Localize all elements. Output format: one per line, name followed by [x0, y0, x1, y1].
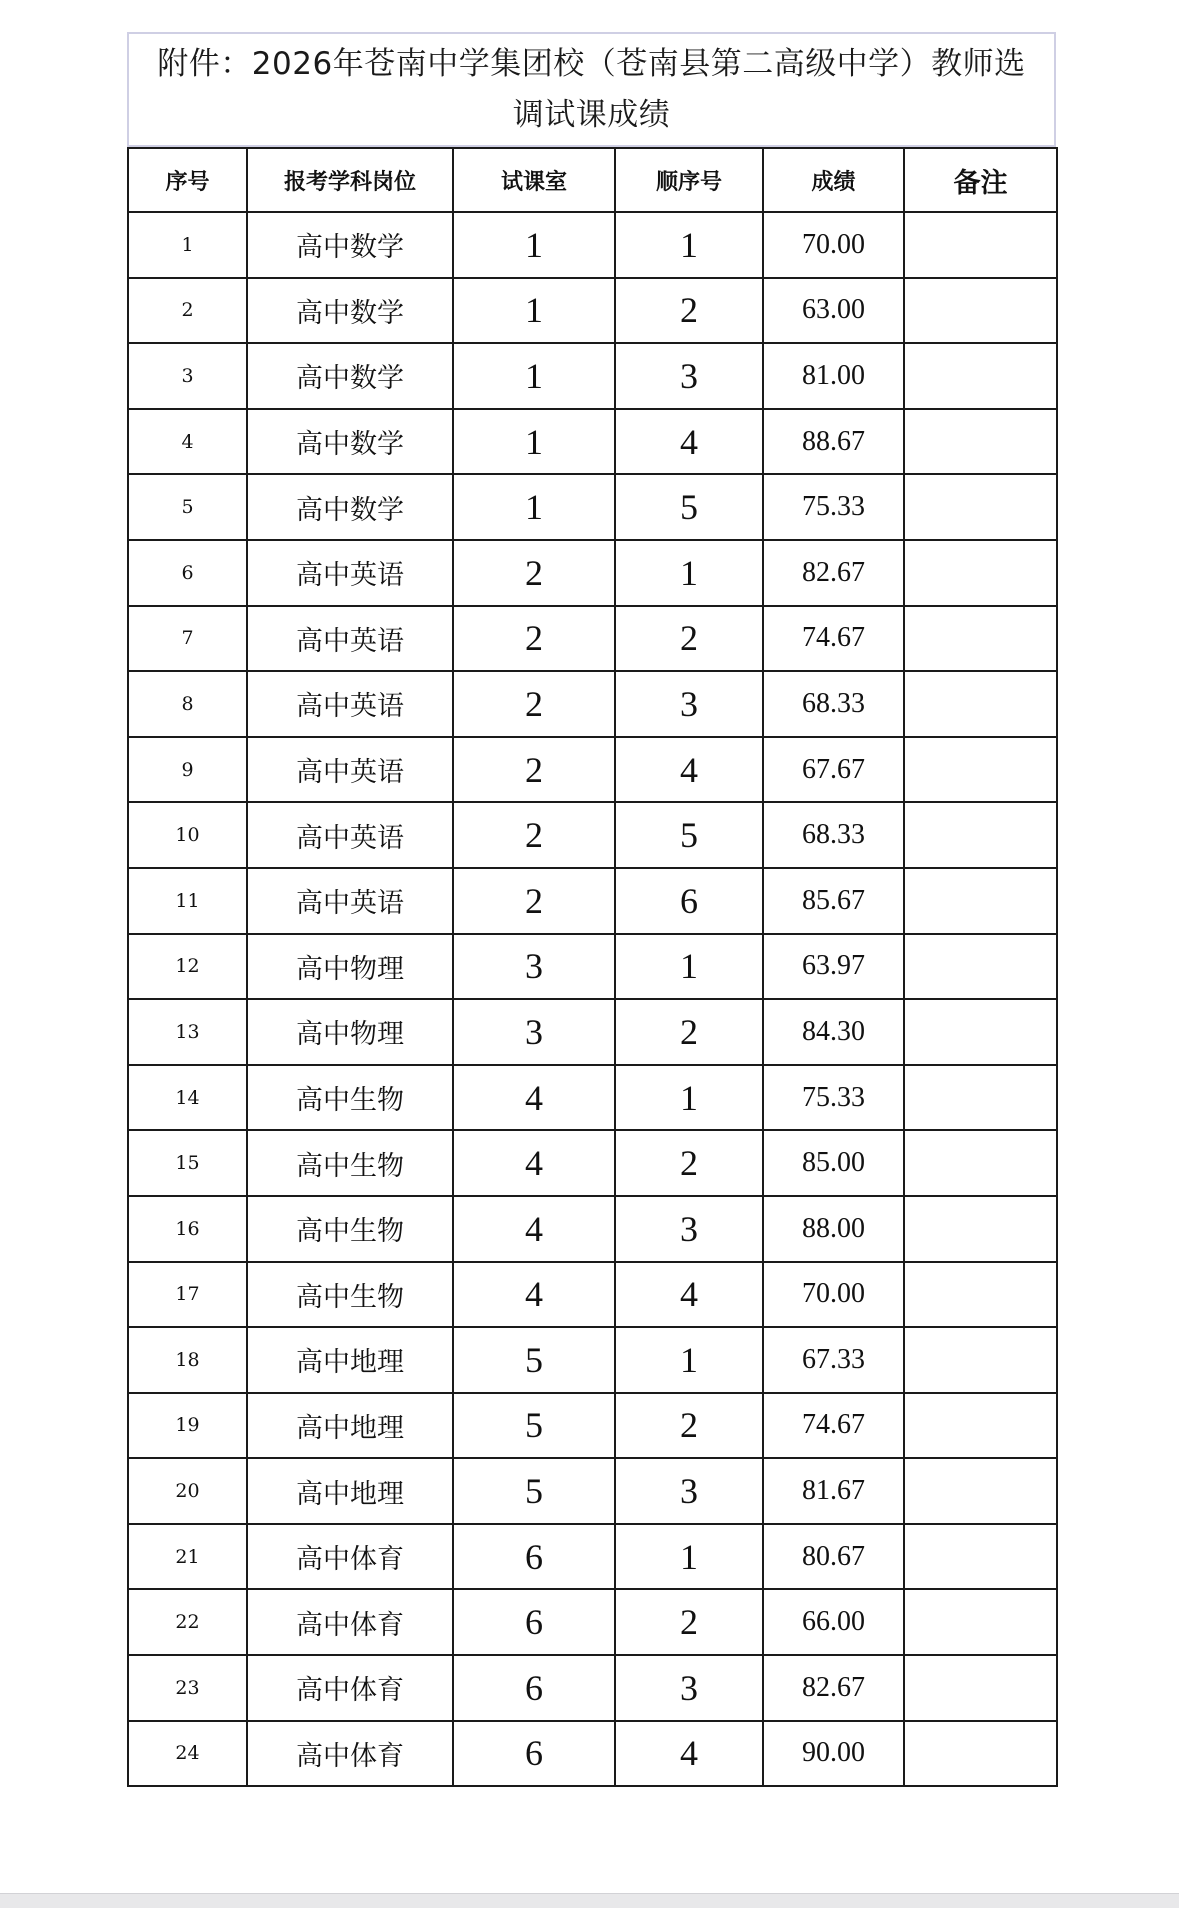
- cell-seq: 2: [128, 278, 247, 344]
- cell-remark: [904, 1721, 1057, 1787]
- cell-room: 1: [453, 409, 615, 475]
- cell-score: 88.00: [763, 1196, 904, 1262]
- cell-seq: 7: [128, 606, 247, 672]
- cell-subject: 高中物理: [247, 934, 453, 1000]
- cell-score: 90.00: [763, 1721, 904, 1787]
- cell-score: 67.33: [763, 1327, 904, 1393]
- cell-seq: 11: [128, 868, 247, 934]
- cell-remark: [904, 671, 1057, 737]
- cell-seq: 3: [128, 343, 247, 409]
- table-row: [128, 1327, 1057, 1393]
- cell-room: 2: [453, 671, 615, 737]
- table-row: [128, 343, 1057, 409]
- cell-seq: 1: [128, 212, 247, 278]
- cell-subject: 高中英语: [247, 737, 453, 803]
- cell-order: 1: [615, 1065, 763, 1131]
- title-line-2: 调试课成绩: [512, 96, 671, 133]
- cell-room: 6: [453, 1655, 615, 1721]
- cell-order: 6: [615, 868, 763, 934]
- table-row: [128, 737, 1057, 803]
- header-seq: 序号: [128, 148, 247, 212]
- table-row: [128, 868, 1057, 934]
- cell-remark: [904, 343, 1057, 409]
- cell-subject: 高中地理: [247, 1393, 453, 1459]
- cell-remark: [904, 1130, 1057, 1196]
- cell-subject: 高中数学: [247, 278, 453, 344]
- cell-score: 88.67: [763, 409, 904, 475]
- cell-remark: [904, 606, 1057, 672]
- cell-order: 2: [615, 1589, 763, 1655]
- cell-score: 67.67: [763, 737, 904, 803]
- cell-order: 3: [615, 1655, 763, 1721]
- cell-seq: 16: [128, 1196, 247, 1262]
- cell-remark: [904, 1262, 1057, 1328]
- cell-score: 82.67: [763, 1655, 904, 1721]
- cell-subject: 高中数学: [247, 343, 453, 409]
- cell-seq: 13: [128, 999, 247, 1065]
- table-body: [128, 212, 1057, 1786]
- header-room: 试课室: [453, 148, 615, 212]
- cell-remark: [904, 934, 1057, 1000]
- cell-score: 74.67: [763, 1393, 904, 1459]
- cell-remark: [904, 1655, 1057, 1721]
- cell-subject: 高中地理: [247, 1327, 453, 1393]
- cell-score: 75.33: [763, 1065, 904, 1131]
- cell-order: 4: [615, 1721, 763, 1787]
- cell-seq: 8: [128, 671, 247, 737]
- cell-room: 2: [453, 868, 615, 934]
- cell-subject: 高中体育: [247, 1655, 453, 1721]
- cell-remark: [904, 737, 1057, 803]
- cell-room: 4: [453, 1065, 615, 1131]
- cell-remark: [904, 999, 1057, 1065]
- cell-seq: 14: [128, 1065, 247, 1131]
- cell-room: 6: [453, 1589, 615, 1655]
- cell-remark: [904, 1196, 1057, 1262]
- header-subject: 报考学科岗位: [247, 148, 453, 212]
- cell-score: 63.97: [763, 934, 904, 1000]
- cell-subject: 高中体育: [247, 1524, 453, 1590]
- document-title: [127, 32, 1056, 147]
- cell-score: 63.00: [763, 278, 904, 344]
- table-row: [128, 1065, 1057, 1131]
- cell-room: 1: [453, 212, 615, 278]
- cell-room: 2: [453, 737, 615, 803]
- cell-seq: 22: [128, 1589, 247, 1655]
- cell-subject: 高中数学: [247, 212, 453, 278]
- title-line-1: 附件：2026年苍南中学集团校（苍南县第二高级中学）教师选: [157, 45, 1026, 82]
- table-row: [128, 1393, 1057, 1459]
- cell-order: 4: [615, 737, 763, 803]
- table-row: [128, 474, 1057, 540]
- cell-room: 1: [453, 278, 615, 344]
- cell-order: 3: [615, 1196, 763, 1262]
- cell-score: 85.67: [763, 868, 904, 934]
- cell-seq: 5: [128, 474, 247, 540]
- cell-score: 70.00: [763, 212, 904, 278]
- cell-order: 1: [615, 1524, 763, 1590]
- table-row: [128, 1262, 1057, 1328]
- cell-subject: 高中英语: [247, 802, 453, 868]
- document-sheet: [127, 32, 1056, 1787]
- cell-room: 4: [453, 1262, 615, 1328]
- cell-seq: 23: [128, 1655, 247, 1721]
- table-row: [128, 1589, 1057, 1655]
- bottom-scroll-strip: [0, 1893, 1179, 1908]
- cell-remark: [904, 1458, 1057, 1524]
- table-row: [128, 802, 1057, 868]
- header-order: 顺序号: [615, 148, 763, 212]
- cell-remark: [904, 1393, 1057, 1459]
- cell-seq: 6: [128, 540, 247, 606]
- cell-seq: 9: [128, 737, 247, 803]
- cell-score: 81.00: [763, 343, 904, 409]
- cell-order: 5: [615, 802, 763, 868]
- table-row: [128, 278, 1057, 344]
- cell-score: 81.67: [763, 1458, 904, 1524]
- cell-room: 2: [453, 606, 615, 672]
- cell-order: 1: [615, 934, 763, 1000]
- table-row: [128, 1655, 1057, 1721]
- cell-room: 4: [453, 1130, 615, 1196]
- table-row: [128, 540, 1057, 606]
- cell-remark: [904, 1065, 1057, 1131]
- cell-score: 85.00: [763, 1130, 904, 1196]
- cell-remark: [904, 868, 1057, 934]
- cell-room: 4: [453, 1196, 615, 1262]
- cell-subject: 高中体育: [247, 1721, 453, 1787]
- cell-room: 5: [453, 1393, 615, 1459]
- cell-subject: 高中生物: [247, 1130, 453, 1196]
- table-header-row: [128, 148, 1057, 212]
- cell-seq: 24: [128, 1721, 247, 1787]
- cell-order: 2: [615, 278, 763, 344]
- cell-remark: [904, 802, 1057, 868]
- table-row: [128, 606, 1057, 672]
- cell-order: 4: [615, 1262, 763, 1328]
- cell-subject: 高中生物: [247, 1196, 453, 1262]
- cell-order: 1: [615, 540, 763, 606]
- cell-seq: 10: [128, 802, 247, 868]
- cell-subject: 高中生物: [247, 1262, 453, 1328]
- cell-score: 75.33: [763, 474, 904, 540]
- cell-room: 3: [453, 934, 615, 1000]
- cell-order: 3: [615, 343, 763, 409]
- cell-seq: 12: [128, 934, 247, 1000]
- cell-subject: 高中地理: [247, 1458, 453, 1524]
- table-row: [128, 1721, 1057, 1787]
- cell-remark: [904, 1327, 1057, 1393]
- header-score: 成绩: [763, 148, 904, 212]
- cell-seq: 15: [128, 1130, 247, 1196]
- cell-subject: 高中英语: [247, 868, 453, 934]
- header-remark: 备注: [904, 148, 1057, 212]
- cell-score: 70.00: [763, 1262, 904, 1328]
- table-row: [128, 671, 1057, 737]
- table-row: [128, 1130, 1057, 1196]
- cell-room: 2: [453, 802, 615, 868]
- cell-order: 2: [615, 999, 763, 1065]
- cell-order: 2: [615, 1393, 763, 1459]
- cell-score: 66.00: [763, 1589, 904, 1655]
- cell-order: 1: [615, 212, 763, 278]
- cell-remark: [904, 1524, 1057, 1590]
- cell-remark: [904, 278, 1057, 344]
- cell-room: 1: [453, 474, 615, 540]
- cell-subject: 高中生物: [247, 1065, 453, 1131]
- cell-remark: [904, 212, 1057, 278]
- cell-subject: 高中数学: [247, 474, 453, 540]
- score-table: [127, 147, 1058, 1787]
- cell-score: 68.33: [763, 802, 904, 868]
- cell-remark: [904, 474, 1057, 540]
- cell-seq: 4: [128, 409, 247, 475]
- cell-seq: 18: [128, 1327, 247, 1393]
- cell-remark: [904, 1589, 1057, 1655]
- table-row: [128, 934, 1057, 1000]
- table-row: [128, 409, 1057, 475]
- cell-seq: 20: [128, 1458, 247, 1524]
- cell-room: 6: [453, 1524, 615, 1590]
- cell-remark: [904, 409, 1057, 475]
- cell-room: 2: [453, 540, 615, 606]
- table-row: [128, 1524, 1057, 1590]
- table-row: [128, 1196, 1057, 1262]
- cell-seq: 21: [128, 1524, 247, 1590]
- cell-room: 3: [453, 999, 615, 1065]
- cell-order: 2: [615, 1130, 763, 1196]
- table-row: [128, 212, 1057, 278]
- cell-order: 2: [615, 606, 763, 672]
- cell-remark: [904, 540, 1057, 606]
- cell-seq: 19: [128, 1393, 247, 1459]
- cell-subject: 高中英语: [247, 606, 453, 672]
- cell-room: 5: [453, 1327, 615, 1393]
- cell-score: 84.30: [763, 999, 904, 1065]
- cell-order: 5: [615, 474, 763, 540]
- cell-subject: 高中体育: [247, 1589, 453, 1655]
- table-row: [128, 1458, 1057, 1524]
- cell-room: 6: [453, 1721, 615, 1787]
- cell-score: 68.33: [763, 671, 904, 737]
- cell-order: 1: [615, 1327, 763, 1393]
- cell-subject: 高中英语: [247, 671, 453, 737]
- cell-score: 80.67: [763, 1524, 904, 1590]
- table-row: [128, 999, 1057, 1065]
- cell-order: 3: [615, 1458, 763, 1524]
- cell-room: 1: [453, 343, 615, 409]
- cell-score: 82.67: [763, 540, 904, 606]
- cell-order: 3: [615, 671, 763, 737]
- cell-room: 5: [453, 1458, 615, 1524]
- cell-subject: 高中物理: [247, 999, 453, 1065]
- cell-subject: 高中英语: [247, 540, 453, 606]
- cell-score: 74.67: [763, 606, 904, 672]
- cell-seq: 17: [128, 1262, 247, 1328]
- cell-subject: 高中数学: [247, 409, 453, 475]
- cell-order: 4: [615, 409, 763, 475]
